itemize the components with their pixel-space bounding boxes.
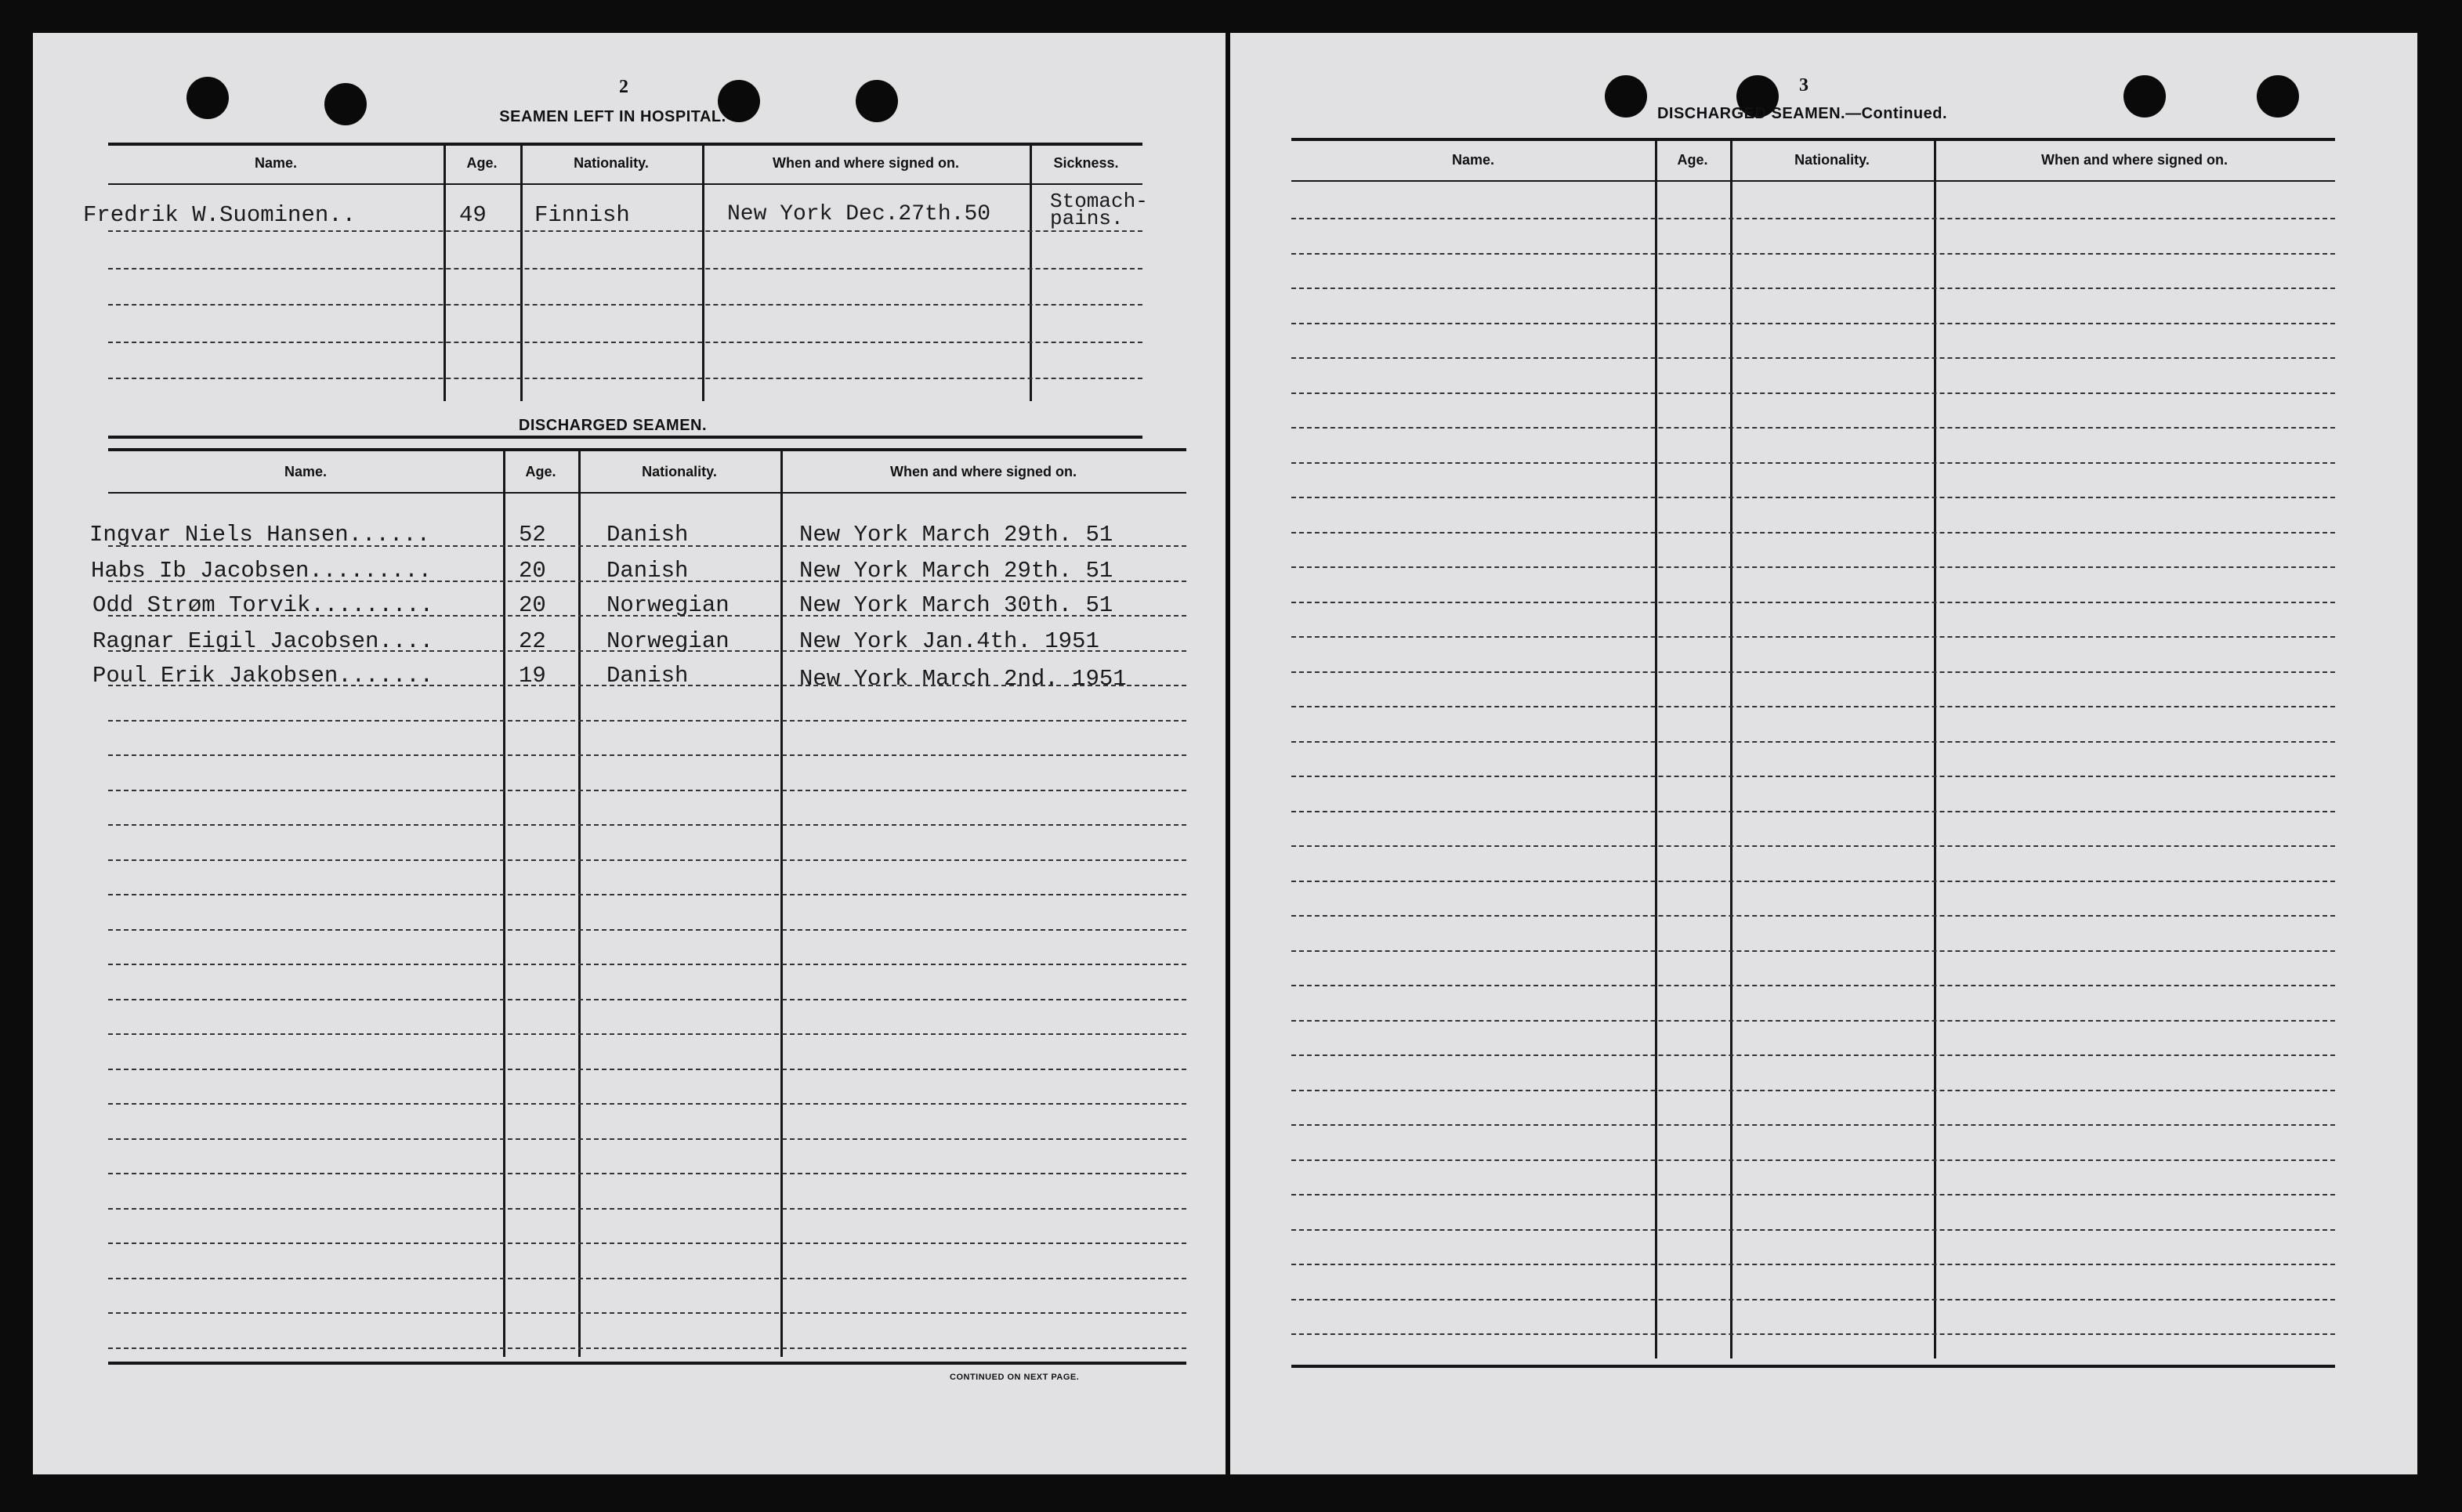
ruled-line — [1291, 532, 2335, 534]
ruled-line — [1291, 288, 2335, 289]
ruled-line — [1291, 741, 2335, 743]
ruled-line — [108, 824, 1186, 826]
ruled-line — [108, 720, 1186, 722]
ruled-line — [108, 964, 1186, 965]
col-header-age: Age. — [1677, 152, 1708, 168]
ruled-line — [1291, 915, 2335, 917]
ruled-line — [1291, 323, 2335, 324]
seaman-age: 19 — [519, 663, 546, 689]
punch-hole — [324, 83, 367, 125]
ruled-line — [1291, 462, 2335, 464]
col-header-age: Age. — [525, 464, 556, 479]
ruled-line — [1291, 497, 2335, 498]
ruled-line — [1291, 427, 2335, 429]
discharged-table — [89, 448, 1186, 1366]
hospital-section-title: SEAMEN LEFT IN HOSPITAL. — [499, 108, 726, 125]
ruled-line — [1291, 950, 2335, 952]
ruled-line — [108, 929, 1186, 931]
seaman-nationality: Danish — [606, 558, 689, 584]
ruled-line — [1291, 1159, 2335, 1161]
ruled-line — [108, 1138, 1186, 1140]
seaman-nationality: Danish — [606, 522, 689, 548]
seaman-name: Odd Strøm Torvik......... — [92, 592, 434, 618]
ruled-line — [108, 790, 1186, 791]
ruled-line — [1291, 392, 2335, 394]
ruled-line — [108, 1312, 1186, 1314]
seaman-signed-on: New York March 30th. 51 — [799, 592, 1113, 618]
discharged-continued-title: DISCHARGED SEAMEN.—Continued. — [1656, 105, 1948, 122]
seaman-name: Fredrik W.Suominen.. — [83, 202, 357, 228]
ruled-line — [1291, 602, 2335, 603]
seaman-nationality: Norwegian — [606, 592, 730, 618]
seaman-age: 20 — [519, 592, 546, 618]
col-header-nationality: Nationality. — [1794, 152, 1870, 168]
ruled-line — [108, 1347, 1186, 1349]
seaman-signed-on: New York March 29th. 51 — [799, 558, 1113, 584]
page-number: 3 — [1799, 75, 1808, 96]
ruled-line — [108, 894, 1186, 895]
seaman-name: Ingvar Niels Hansen...... — [89, 522, 431, 548]
seaman-name: Poul Erik Jakobsen....... — [92, 663, 434, 689]
seaman-signed-on: New York Dec.27th.50 — [727, 202, 991, 226]
ruled-line — [1291, 776, 2335, 777]
seaman-nationality: Danish — [606, 663, 689, 689]
punch-hole — [2123, 75, 2166, 118]
punch-hole — [856, 80, 898, 122]
ruled-line — [1291, 1124, 2335, 1126]
hospital-table — [83, 143, 1148, 439]
seaman-age: 52 — [519, 522, 546, 548]
ruled-line — [1291, 1229, 2335, 1231]
col-header-name: Name. — [1451, 152, 1495, 168]
seaman-age: 49 — [459, 202, 487, 228]
ruled-line — [108, 1103, 1186, 1105]
col-header-name: Name. — [254, 155, 298, 171]
ruled-line — [108, 754, 1186, 756]
seaman-name: Habs Ib Jacobsen......... — [91, 558, 433, 584]
discharged-section-title: DISCHARGED SEAMEN. — [518, 417, 708, 434]
ruled-line — [1291, 1264, 2335, 1265]
col-header-nationality: Nationality. — [574, 155, 649, 171]
ruled-line — [1291, 253, 2335, 255]
seaman-signed-on: New York Jan.4th. 1951 — [799, 628, 1099, 654]
ruled-line — [1291, 671, 2335, 673]
ruled-line — [1291, 845, 2335, 847]
col-header-age: Age. — [466, 155, 498, 171]
seaman-signed-on: New York March 2nd. 1951 — [799, 666, 1127, 692]
col-header-signed-on: When and where signed on. — [772, 155, 960, 171]
col-header-signed-on: When and where signed on. — [2040, 152, 2228, 168]
ruled-line — [1291, 636, 2335, 638]
seaman-age: 20 — [519, 558, 546, 584]
ruled-line — [108, 1208, 1186, 1210]
left-page — [33, 33, 1226, 1474]
continued-note: CONTINUED ON NEXT PAGE. — [950, 1373, 1080, 1382]
col-header-name: Name. — [284, 464, 328, 479]
ruled-line — [1291, 985, 2335, 986]
ruled-line — [1291, 566, 2335, 568]
ruled-line — [108, 1173, 1186, 1174]
ruled-line — [108, 1069, 1186, 1070]
col-header-nationality: Nationality. — [642, 464, 717, 479]
ruled-line — [1291, 218, 2335, 219]
ruled-line — [1291, 706, 2335, 707]
seaman-sickness: Stomach- pains. — [1050, 190, 1148, 230]
seaman-nationality: Norwegian — [606, 628, 730, 654]
punch-hole — [2257, 75, 2299, 118]
seaman-name: Ragnar Eigil Jacobsen.... — [92, 628, 434, 654]
ruled-line — [108, 859, 1186, 861]
ruled-line — [1291, 357, 2335, 359]
seaman-age: 22 — [519, 628, 546, 654]
ruled-line — [1291, 1090, 2335, 1091]
punch-hole — [186, 77, 229, 119]
page-number: 2 — [619, 77, 628, 97]
seaman-signed-on: New York March 29th. 51 — [799, 522, 1113, 548]
ruled-line — [1291, 811, 2335, 812]
discharged-table-continued — [1291, 138, 2335, 1369]
ruled-line — [108, 1278, 1186, 1279]
ruled-line — [1291, 1020, 2335, 1022]
ruled-line — [108, 1033, 1186, 1035]
ruled-line — [108, 999, 1186, 1000]
ruled-line — [108, 1243, 1186, 1244]
col-header-sickness: Sickness. — [1053, 155, 1119, 171]
right-page — [1230, 33, 2417, 1474]
col-header-signed-on: When and where signed on. — [889, 464, 1077, 479]
ruled-line — [1291, 1333, 2335, 1335]
seaman-nationality: Finnish — [534, 202, 630, 228]
ruled-line — [1291, 1299, 2335, 1300]
ruled-line — [1291, 881, 2335, 882]
ruled-line — [1291, 1194, 2335, 1195]
ruled-line — [1291, 1054, 2335, 1056]
